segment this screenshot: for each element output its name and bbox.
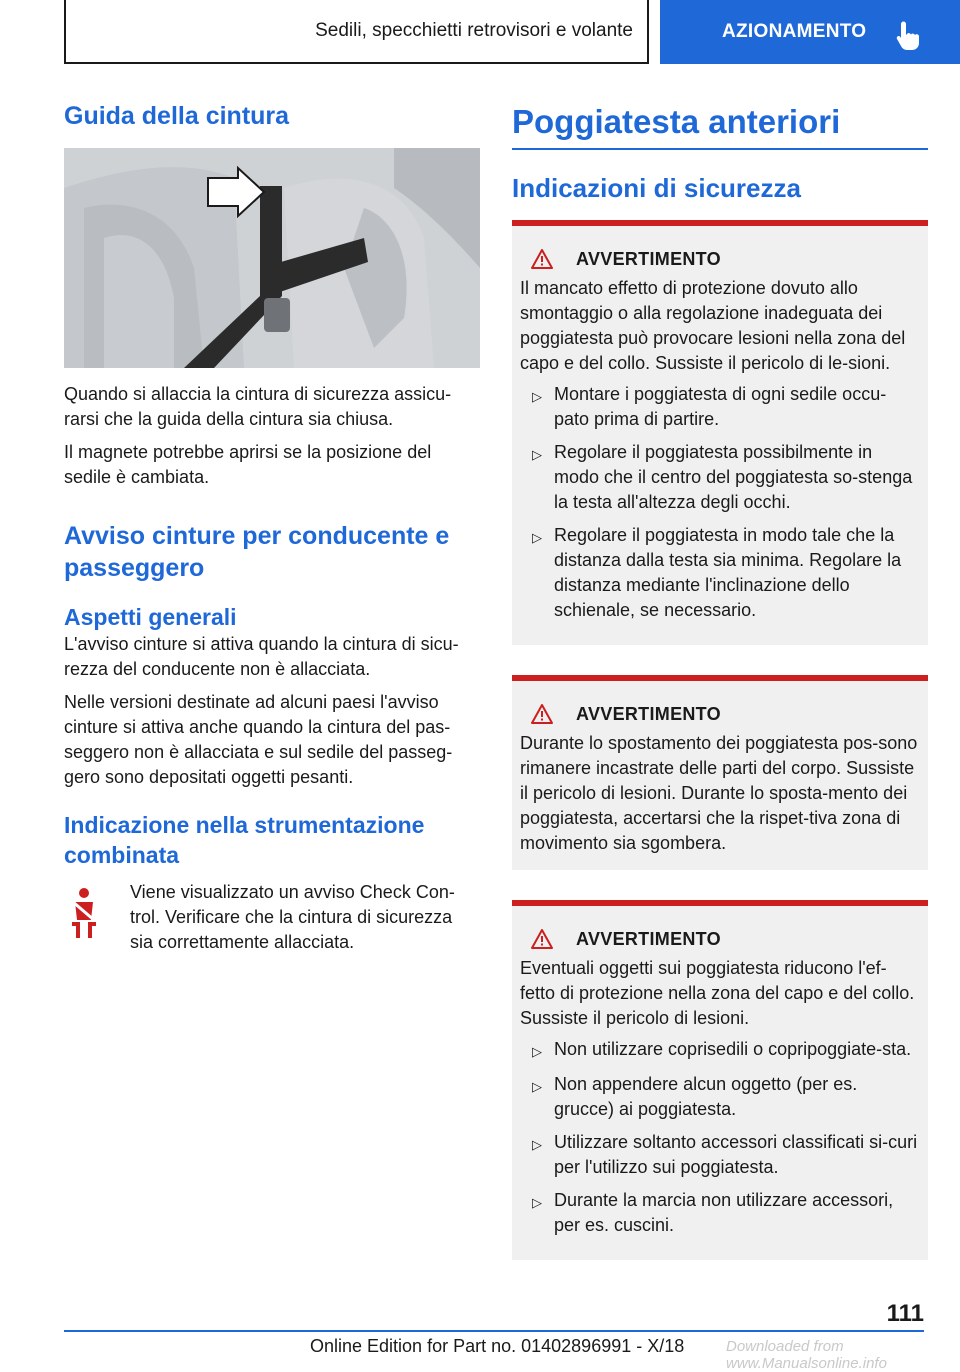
warning-header bbox=[520, 928, 920, 950]
warning-box bbox=[512, 675, 928, 870]
warning-triangle-icon bbox=[530, 248, 554, 270]
list-item-text: Regolare il poggiatesta in modo tale che la distanza dalla testa sia minima. Regolare la distanza mediante l'inclinazione dello schienale, se necessario. bbox=[554, 525, 902, 620]
warning-list bbox=[520, 1037, 920, 1238]
footer-rule bbox=[64, 1330, 924, 1332]
warning-list bbox=[520, 382, 920, 623]
watermark: Downloaded from www.Manualsonline.info bbox=[726, 1338, 887, 1372]
bullet-triangle-icon: ▷ bbox=[532, 1137, 542, 1152]
cluster-heading: Indicazione nella strumentazione combinata bbox=[64, 812, 425, 868]
general-heading: Aspetti generali bbox=[64, 604, 237, 630]
running-header bbox=[64, 0, 649, 64]
list-item-text: Durante la marcia non utilizzare accessori, per es. cuscini. bbox=[554, 1190, 894, 1235]
belt-reminder-heading: Avviso cinture per conducente e passeggero bbox=[64, 522, 450, 582]
right-column bbox=[512, 100, 928, 1260]
list-item bbox=[520, 382, 920, 432]
page-number: 111 bbox=[886, 1300, 924, 1327]
warning-box bbox=[512, 900, 928, 1260]
warning-text: Eventuali oggetti sui poggiatesta riducono l'ef-fetto di protezione nella zona del capo e del collo. Sussiste il pericolo di lesioni. bbox=[520, 958, 915, 1028]
warning-header bbox=[520, 248, 920, 270]
warning-header bbox=[520, 703, 920, 725]
bullet-triangle-icon: ▷ bbox=[532, 1195, 542, 1210]
warning-text: Durante lo spostamento dei poggiatesta pos-sono rimanere incastrate delle parti del corpo. Sussiste il pericolo di lesioni. Durante lo sposta-mento dei poggiatesta, accertarsi che la rispet-tiva zona di movimento sia sgombera. bbox=[520, 733, 918, 853]
seatbelt-warning-icon bbox=[64, 886, 104, 942]
bullet-triangle-icon: ▷ bbox=[532, 1044, 542, 1059]
warning-triangle-icon bbox=[530, 928, 554, 950]
warning-text: Il mancato effetto di protezione dovuto allo smontaggio o alla regolazione inadeguata dei poggiatesta può provocare lesioni nella zona del capo e del collo. Sussiste il pericolo di le-sioni. bbox=[520, 278, 906, 373]
safety-heading: Indicazioni di sicurezza bbox=[512, 173, 801, 203]
bullet-triangle-icon: ▷ bbox=[532, 447, 542, 462]
list-item bbox=[520, 1037, 920, 1064]
belt-guide-paragraph-1: Quando si allaccia la cintura di sicurezza assicu-rarsi che la guida della cintura sia chiusa. bbox=[64, 384, 452, 429]
list-item-text: Non appendere alcun oggetto (per es. grucce) ai poggiatesta. bbox=[554, 1074, 858, 1119]
belt-guide-heading: Guida della cintura bbox=[64, 102, 290, 130]
chapter-tab bbox=[660, 0, 960, 64]
headrests-heading: Poggiatesta anteriori bbox=[512, 103, 841, 140]
warning-label: AVVERTIMENTO bbox=[576, 248, 721, 269]
list-item bbox=[520, 1130, 920, 1180]
cluster-paragraph: Viene visualizzato un avviso Check Con-trol. Verificare che la cintura di sicurezza sia correttamente allacciata. bbox=[130, 882, 455, 952]
hand-pointer-icon bbox=[892, 20, 924, 52]
chapter-title: AZIONAMENTO bbox=[722, 21, 867, 42]
bullet-triangle-icon: ▷ bbox=[532, 1079, 542, 1094]
general-paragraph-1: L'avviso cinture si attiva quando la cintura di sicu-rezza del conducente non è allacciata. bbox=[64, 634, 459, 679]
belt-guide-illustration bbox=[64, 148, 480, 368]
list-item bbox=[520, 1188, 920, 1238]
cluster-indicator-row bbox=[64, 880, 480, 955]
list-item-text: Regolare il poggiatesta possibilmente in modo che il centro del poggiatesta so-stenga la testa all'altezza degli occhi. bbox=[554, 442, 913, 512]
list-item bbox=[520, 440, 920, 515]
list-item bbox=[520, 1072, 920, 1122]
section-title: Sedili, specchietti retrovisori e volante bbox=[315, 20, 633, 41]
seat-belt-image bbox=[64, 148, 480, 368]
belt-guide-paragraph-2: Il magnete potrebbe aprirsi se la posizione del sedile è cambiata. bbox=[64, 442, 432, 487]
bullet-triangle-icon: ▷ bbox=[532, 389, 542, 404]
warning-box bbox=[512, 220, 928, 645]
warning-triangle-icon bbox=[530, 703, 554, 725]
list-item-text: Non utilizzare coprisedili o copripoggiate-sta. bbox=[554, 1039, 912, 1059]
warning-label: AVVERTIMENTO bbox=[576, 928, 721, 949]
list-item bbox=[520, 523, 920, 623]
list-item-text: Utilizzare soltanto accessori classificati si-curi per l'utilizzo sui poggiatesta. bbox=[554, 1132, 918, 1177]
edition-note: Online Edition for Part no. 01402896991 - X/18 bbox=[310, 1336, 685, 1356]
warning-label: AVVERTIMENTO bbox=[576, 703, 721, 724]
list-item-text: Montare i poggiatesta di ogni sedile occu-pato prima di partire. bbox=[554, 384, 887, 429]
general-paragraph-2: Nelle versioni destinate ad alcuni paesi l'avviso cinture si attiva anche quando la cintura del pas-seggero non è allacciata e sul sedile del passeg-gero sono depositati oggetti pesanti. bbox=[64, 692, 453, 787]
bullet-triangle-icon: ▷ bbox=[532, 530, 542, 545]
left-column bbox=[64, 100, 480, 955]
